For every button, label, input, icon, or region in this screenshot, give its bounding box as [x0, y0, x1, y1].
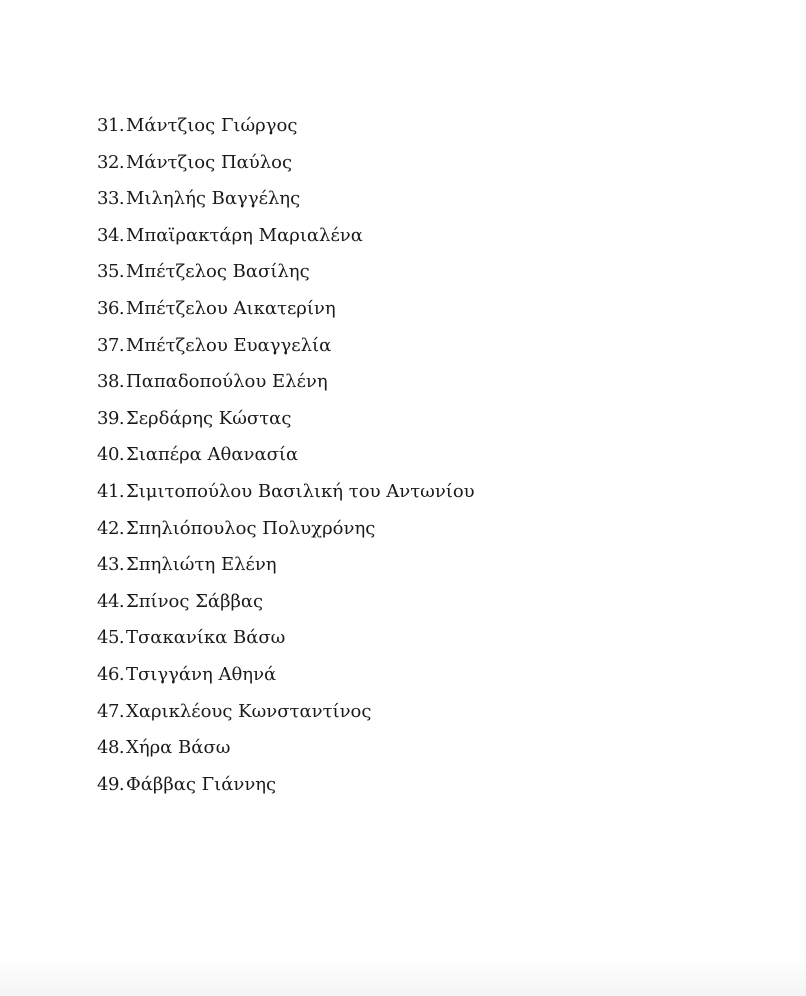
list-item-number: 44. — [97, 590, 125, 612]
list-item-name: Μάντζιος Γιώργος — [126, 115, 298, 136]
list-item-name: Τσακανίκα Βάσω — [126, 627, 286, 649]
list-item — [97, 735, 475, 772]
list-item — [97, 333, 475, 370]
list-item-name: Σπίνος Σάββας — [126, 590, 264, 612]
list-item-name: Σπηλιώτη Ελένη — [126, 554, 277, 576]
list-item-number: 34. — [97, 224, 125, 246]
list-item-name: Μπαϊρακτάρη Μαριαλένα — [126, 224, 363, 246]
list-item — [97, 259, 475, 296]
list-item-name: Φάββας Γιάννης — [126, 773, 277, 795]
list-item — [97, 699, 475, 736]
list-item-name: Χαρικλέους Κωνσταντίνος — [126, 700, 372, 722]
list-item-name: Σπηλιόπουλος Πολυχρόνης — [126, 517, 376, 539]
list-item — [97, 516, 475, 553]
list-item-number: 46. — [97, 663, 125, 685]
list-item-number: 39. — [97, 407, 125, 429]
list-item — [97, 369, 475, 406]
list-item-number: 33. — [97, 188, 125, 210]
list-item — [97, 406, 475, 443]
list-item-name: Μπέτζελου Αικατερίνη — [126, 297, 336, 319]
list-item-number: 43. — [97, 554, 125, 576]
list-item — [97, 113, 475, 150]
list-item-name: Τσιγγάνη Αθηνά — [126, 663, 277, 685]
list-item-number: 49. — [97, 773, 125, 795]
list-item-name: Παπαδοπούλου Ελένη — [126, 371, 328, 393]
list-item — [97, 296, 475, 333]
list-item-number: 47. — [97, 700, 125, 722]
list-item-name: Σερδάρης Κώστας — [126, 407, 292, 429]
list-item — [97, 479, 475, 516]
list-item — [97, 186, 475, 223]
list-item-number: 31. — [97, 115, 125, 136]
list-item — [97, 589, 475, 626]
list-item-name: Σιαπέρα Αθανασία — [126, 444, 299, 466]
list-item-number: 41. — [97, 480, 125, 502]
list-item-number: 36. — [97, 297, 125, 319]
list-item-name: Μάντζιος Παύλος — [126, 151, 293, 173]
list-item-number: 35. — [97, 261, 125, 283]
list-item-name: Μιληλής Βαγγέλης — [126, 188, 301, 210]
list-item-name: Χήρα Βάσω — [126, 737, 231, 759]
list-item — [97, 662, 475, 699]
list-item-number: 38. — [97, 371, 125, 393]
list-item-name: Μπέτζελου Ευαγγελία — [126, 334, 332, 356]
list-item-number: 48. — [97, 737, 125, 759]
list-item-name: Μπέτζελος Βασίλης — [126, 261, 310, 283]
list-item — [97, 625, 475, 662]
list-item-number: 32. — [97, 151, 125, 173]
name-list — [97, 113, 475, 808]
list-item — [97, 772, 475, 809]
list-item-number: 42. — [97, 517, 125, 539]
list-item-number: 37. — [97, 334, 125, 356]
list-item-number: 45. — [97, 627, 125, 649]
list-item — [97, 552, 475, 589]
list-item — [97, 150, 475, 187]
list-item-number: 40. — [97, 444, 125, 466]
list-item-name: Σιμιτοπούλου Βασιλική του Αντωνίου — [126, 480, 475, 502]
list-item — [97, 223, 475, 260]
list-item — [97, 442, 475, 479]
